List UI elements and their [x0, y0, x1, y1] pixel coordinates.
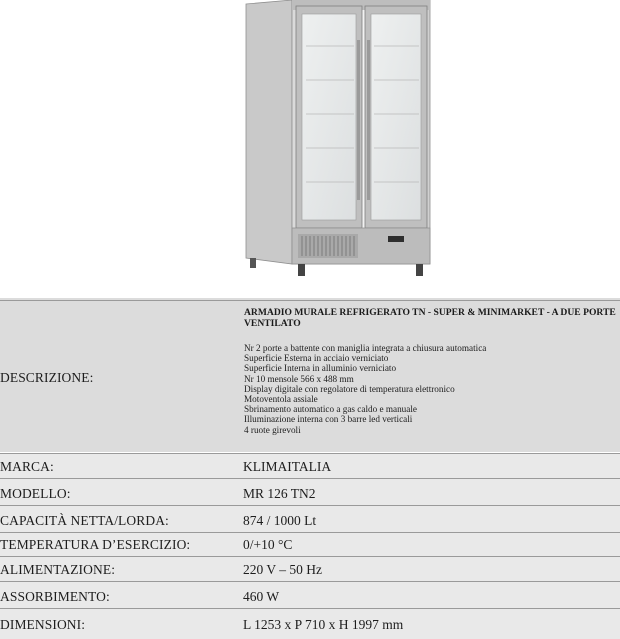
list-item: Nr 2 porte a battente con maniglia integrata a chiusura automatica	[244, 343, 487, 353]
spec-value-model: MR 126 TN2	[243, 486, 316, 501]
spec-value-power-supply: 220 V – 50 Hz	[243, 562, 323, 577]
spec-value-capacity: 874 / 1000 Lt	[243, 513, 317, 528]
list-item: Superficie Esterna in acciaio verniciato	[244, 353, 389, 364]
spec-label-model: MODELLO:	[0, 486, 71, 501]
list-item: Illuminazione interna con 3 barre led verticali	[244, 414, 413, 425]
spec-label-power-supply: ALIMENTAZIONE:	[0, 562, 116, 577]
refrigerator-image	[236, 0, 436, 282]
spec-label-temperature: TEMPERATURA D’ESERCIZIO:	[0, 537, 191, 552]
table-rule	[0, 453, 620, 454]
spec-value-temperature: 0/+10 °C	[243, 537, 293, 552]
spec-label-consumption: ASSORBIMENTO:	[0, 589, 110, 604]
table-rule	[0, 300, 620, 301]
table-rule	[0, 556, 620, 557]
table-rule	[0, 478, 620, 479]
spec-label-dimensions: DIMENSIONI:	[0, 617, 86, 632]
table-rule	[0, 608, 620, 609]
description-label: DESCRIZIONE:	[0, 370, 94, 385]
spec-value-consumption: 460 W	[243, 589, 280, 604]
list-item: Nr 10 mensole 566 x 488 mm	[244, 373, 354, 384]
table-rule	[0, 532, 620, 533]
spec-label-brand: MARCA:	[0, 459, 54, 474]
list-item: Display digitale con regolatore di temperatura elettronico	[244, 383, 455, 394]
spec-value-dimensions: L 1253 x P 710 x H 1997 mm	[243, 617, 404, 632]
table-rule	[0, 581, 620, 582]
feature-list	[244, 343, 486, 435]
table-rule	[0, 505, 620, 506]
product-title: ARMADIO MURALE REFRIGERATO TN - SUPER & MINIMARKET - A DUE PORTE VENTILATO	[244, 307, 616, 329]
list-item: 4 ruote girevoli	[244, 424, 301, 435]
spec-value-brand: KLIMAITALIA	[243, 459, 332, 474]
list-item: Superficie Interna in alluminio verniciato	[244, 363, 397, 374]
spec-label-capacity: CAPACITÀ NETTA/LORDA:	[0, 513, 169, 528]
list-item: Motoventola assiale	[244, 394, 318, 405]
list-item: Sbrinamento automatico a gas caldo e manuale	[244, 404, 417, 415]
